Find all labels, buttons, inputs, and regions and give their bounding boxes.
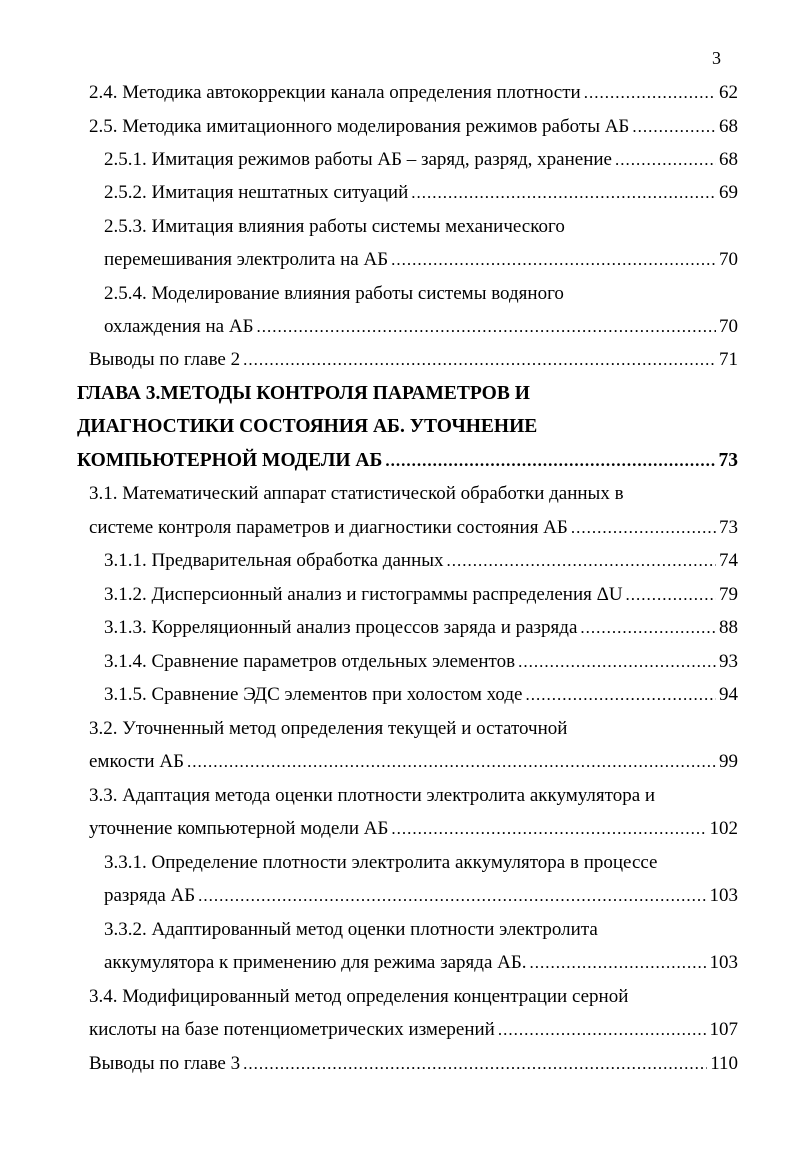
toc-entry-title: 2.5.1. Имитация режимов работы АБ – заряд, разряд, хранение: [104, 149, 612, 170]
dot-leader: [256, 312, 716, 342]
toc-entry-title: 3.1.3. Корреляционный анализ процессов заряда и разряда: [104, 617, 578, 638]
toc-entry-title: 2.5.4. Моделирование влияния работы системы водяного: [104, 283, 564, 304]
dot-leader: [518, 647, 716, 677]
toc-entry-title: 3.1.1. Предварительная обработка данных: [104, 550, 444, 571]
toc-entry-3-1-4[interactable]: [104, 647, 738, 677]
toc-entry-title: системе контроля параметров и диагностики состояния АБ: [89, 517, 568, 538]
dot-leader: [498, 1015, 707, 1045]
dot-leader: [447, 546, 716, 576]
dot-leader: [391, 814, 706, 844]
dot-leader: [571, 513, 716, 543]
dot-leader: [391, 245, 716, 275]
toc-entry-title: перемешивания электролита на АБ: [104, 249, 389, 270]
toc-page-number: 68: [719, 149, 738, 170]
dot-leader: [580, 613, 716, 643]
toc-page-number: 68: [719, 116, 738, 137]
toc-entry-3-1-line2[interactable]: [89, 513, 738, 543]
toc-entry-title: 3.1. Математический аппарат статистической обработки данных в: [89, 483, 624, 504]
toc-page-number: 107: [709, 1019, 738, 1040]
toc-entry-3-1-3[interactable]: [104, 613, 738, 643]
dot-leader: [411, 178, 716, 208]
toc-entry-3-4-line1[interactable]: [89, 982, 738, 1012]
toc-entry-3-3-2-line2[interactable]: [104, 948, 738, 978]
toc-page-number: 70: [719, 249, 738, 270]
toc-page-number: 103: [709, 952, 738, 973]
toc-chapter-3-line3[interactable]: [77, 446, 738, 476]
toc-entry-3-3-line1[interactable]: [89, 781, 738, 811]
dot-leader: [187, 747, 716, 777]
toc-page-number: 73: [719, 517, 738, 538]
toc-page-number: 71: [719, 349, 738, 370]
toc-entry-title: 3.3.1. Определение плотности электролита аккумулятора в процессе: [104, 852, 658, 873]
toc-entry-conclusions-ch2[interactable]: [89, 345, 738, 375]
toc-entry-title: уточнение компьютерной модели АБ: [89, 818, 389, 839]
toc-page-number: 99: [719, 751, 738, 772]
toc-entry-3-4-line2[interactable]: [89, 1015, 738, 1045]
toc-entry-title: 2.5.3. Имитация влияния работы системы механического: [104, 216, 565, 237]
toc-entry-2-5-3-line1[interactable]: [104, 212, 738, 242]
toc-entry-title: 2.5. Методика имитационного моделирования режимов работы АБ: [89, 116, 630, 137]
toc-entry-title: 3.3.2. Адаптированный метод оценки плотности электролита: [104, 919, 598, 940]
toc-page-number: 93: [719, 651, 738, 672]
toc-entry-3-3-line2[interactable]: [89, 814, 738, 844]
toc-entry-3-1-2[interactable]: [104, 580, 738, 610]
toc-entry-conclusions-ch3[interactable]: [89, 1049, 738, 1079]
dot-leader: [530, 948, 707, 978]
toc-entry-2-5-4-line2[interactable]: [104, 312, 738, 342]
toc-page-number: 62: [719, 82, 738, 103]
toc-entry-title: 3.2. Уточненный метод определения текущей и остаточной: [89, 718, 568, 739]
toc-entry-title: 3.1.2. Дисперсионный анализ и гистограммы распределения ΔU: [104, 584, 623, 605]
toc-entry-2-5[interactable]: [89, 112, 738, 142]
toc-page-number: 102: [709, 818, 738, 839]
toc-entry-title: охлаждения на АБ: [104, 316, 254, 337]
toc-page-number: 74: [719, 550, 738, 571]
toc-entry-3-2-line2[interactable]: [89, 747, 738, 777]
toc-page-number: 70: [719, 316, 738, 337]
toc-entry-title: 3.3. Адаптация метода оценки плотности электролита аккумулятора и: [89, 785, 656, 806]
toc-entry-title: разряда АБ: [104, 885, 196, 906]
toc-entry-title: 3.1.5. Сравнение ЭДС элементов при холостом ходе: [104, 684, 523, 705]
toc-page-number: 88: [719, 617, 738, 638]
toc-page-number: 103: [709, 885, 738, 906]
toc-entry-title: Выводы по главе 2: [89, 349, 241, 370]
toc-entry-title: аккумулятора к применению для режима заряда АБ.: [104, 952, 527, 973]
dot-leader: [243, 1049, 707, 1079]
toc-entry-title: 2.4. Методика автокоррекции канала определения плотности: [89, 82, 581, 103]
page-number: 3: [712, 48, 721, 68]
toc-entry-3-3-1-line2[interactable]: [104, 881, 738, 911]
toc-page-number: 94: [719, 684, 738, 705]
dot-leader: [243, 345, 716, 375]
toc-entry-title: емкости АБ: [89, 751, 184, 772]
toc-entry-3-3-2-line1[interactable]: [104, 915, 738, 945]
dot-leader: [584, 78, 716, 108]
toc-entry-3-1-line1[interactable]: [89, 479, 738, 509]
toc-entry-2-5-3-line2[interactable]: [104, 245, 738, 275]
dot-leader: [198, 881, 706, 911]
toc-page-number: 110: [710, 1053, 738, 1074]
toc-entry-3-2-line1[interactable]: [89, 714, 738, 744]
toc-entry-2-5-1[interactable]: [104, 145, 738, 175]
dot-leader: [632, 112, 716, 142]
toc-entry-title: кислоты на базе потенциометрических измерений: [89, 1019, 495, 1040]
toc-entry-title: Выводы по главе 3: [89, 1053, 241, 1074]
toc-entry-title: 3.4. Модифицированный метод определения концентрации серной: [89, 986, 629, 1007]
dot-leader: [525, 680, 716, 710]
chapter-title: ДИАГНОСТИКИ СОСТОЯНИЯ АБ. УТОЧНЕНИЕ: [77, 416, 538, 437]
toc-entry-2-5-2[interactable]: [104, 178, 738, 208]
toc-chapter-3-line2[interactable]: [77, 412, 738, 442]
toc-entry-title: 2.5.2. Имитация нештатных ситуаций: [104, 182, 409, 203]
chapter-title: КОМПЬЮТЕРНОЙ МОДЕЛИ АБ: [77, 450, 383, 471]
toc-page-number: 73: [718, 450, 738, 471]
dot-leader: [385, 446, 715, 476]
toc-entry-2-4[interactable]: [89, 78, 738, 108]
toc-entry-3-1-1[interactable]: [104, 546, 738, 576]
toc-entry-3-1-5[interactable]: [104, 680, 738, 710]
toc-entry-3-3-1-line1[interactable]: [104, 848, 738, 878]
toc-page-number: 79: [719, 584, 738, 605]
chapter-title: ГЛАВА 3.МЕТОДЫ КОНТРОЛЯ ПАРАМЕТРОВ И: [77, 383, 530, 404]
toc-entry-2-5-4-line1[interactable]: [104, 279, 738, 309]
toc-page-number: 69: [719, 182, 738, 203]
dot-leader: [615, 145, 716, 175]
toc-chapter-3-line1[interactable]: [77, 379, 738, 409]
toc-entry-title: 3.1.4. Сравнение параметров отдельных элементов: [104, 651, 516, 672]
dot-leader: [626, 580, 716, 610]
